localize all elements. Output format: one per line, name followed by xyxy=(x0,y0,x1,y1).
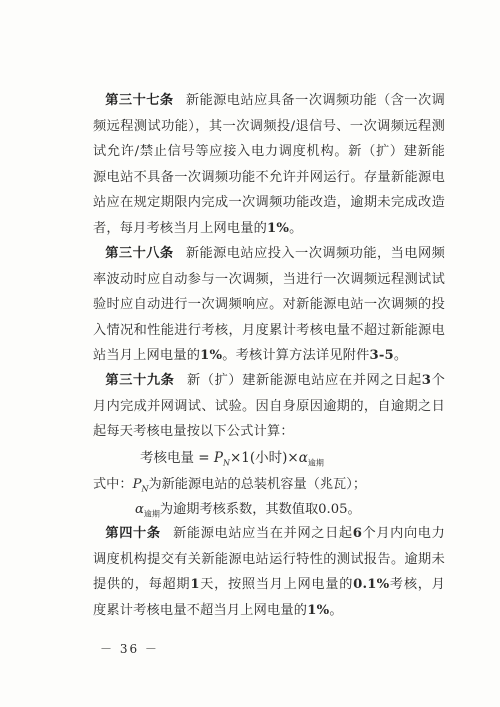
article-39-months: 3 xyxy=(421,373,432,388)
article-38 xyxy=(93,241,445,369)
article-38-end: 。 xyxy=(393,348,408,363)
where-prefix: 式中： xyxy=(93,477,133,492)
article-40-mid2: 天，按照当月上网电量的 xyxy=(199,577,354,592)
article-40-rate: 0.1% xyxy=(353,577,390,592)
where-p: P xyxy=(132,477,142,492)
where-p-sub: N xyxy=(141,484,149,494)
article-40-end: 。 xyxy=(329,602,343,618)
where-alpha-end: 。 xyxy=(347,502,361,517)
article-37-text: 新能源电站应具备一次调频功能（含一次调频远程测试功能），其一次调频投/退信号、一次调频远程测试允许/禁止信号等应接入电力调度机构。新（扩）建新能源电站不具备一次调频功能不允许并网运行。存量新能源电站应在规定期限内完成一次调频功能改造，逾期未完成改造者，每月考核当月上网电量的 xyxy=(93,93,445,236)
where-alpha-value: 0.05 xyxy=(318,502,348,517)
article-40-mid1: 个月内向电力调度机构提交有关新能源电站运行特性的测试报告。逾期未提供的，每超期 xyxy=(93,526,445,592)
where-alpha: α xyxy=(135,502,144,517)
article-40-text: 新能源电站应当在并网之日起 xyxy=(172,526,353,541)
article-40-cap: 1% xyxy=(307,602,330,618)
article-38-mid: 。考核计算方法详见附件 xyxy=(222,348,370,363)
page-number: － 36 － xyxy=(100,642,159,656)
formula-alpha: α xyxy=(298,450,308,466)
where-alpha-sub: 逾期 xyxy=(143,509,160,519)
article-38-annex: 3-5 xyxy=(369,348,394,363)
article-38-percent: 1% xyxy=(200,348,223,363)
formula-where-1 xyxy=(93,473,366,494)
article-37-end: 。 xyxy=(289,220,303,236)
where-p-desc: 为新能源电站的总装机容量（兆瓦）； xyxy=(148,477,367,492)
article-40-days: 1 xyxy=(190,577,200,592)
article-39 xyxy=(93,368,445,445)
formula-times: ×1(小时)× xyxy=(230,450,299,466)
article-37 xyxy=(93,88,445,241)
formula-alpha-sub: 逾期 xyxy=(307,458,324,468)
article-37-percent: 1% xyxy=(267,220,290,236)
formula-p-sub: N xyxy=(223,458,230,468)
article-40 xyxy=(93,521,445,623)
article-40-mid3: 考核，月度累计考核电量不超当月上网电量的 xyxy=(93,577,446,618)
article-38-text: 新能源电站应投入一次调频功能，当电网频率波动时应自动参与一次调频，当进行一次调频远程测试试验时应自动进行一次调频响应。对新能源电站一次调频的投入情况和性能进行考核，月度累计考核电量不超过新能源电站当月上网电量的 xyxy=(93,246,445,363)
formula-lhs: 考核电量 xyxy=(140,450,194,466)
article-40-title: 第四十条 xyxy=(105,526,161,541)
article-40-months: 6 xyxy=(352,526,363,541)
formula-equals: = xyxy=(198,450,210,466)
article-39-end: 个月内完成并网调试、试验。因自身原因逾期的，自逾期之日起每天考核电量按以下公式计算： xyxy=(93,373,446,439)
formula-p: P xyxy=(213,450,223,466)
penalty-formula xyxy=(140,446,324,469)
article-39-text: 新（扩）建新能源电站应在并网之日起 xyxy=(186,373,422,388)
formula-where-2 xyxy=(135,498,361,520)
article-37-title: 第三十七条 xyxy=(105,93,174,108)
article-38-title: 第三十八条 xyxy=(105,246,174,261)
where-alpha-desc: 为逾期考核系数，其数值取 xyxy=(159,502,319,517)
article-39-title: 第三十九条 xyxy=(105,373,175,388)
